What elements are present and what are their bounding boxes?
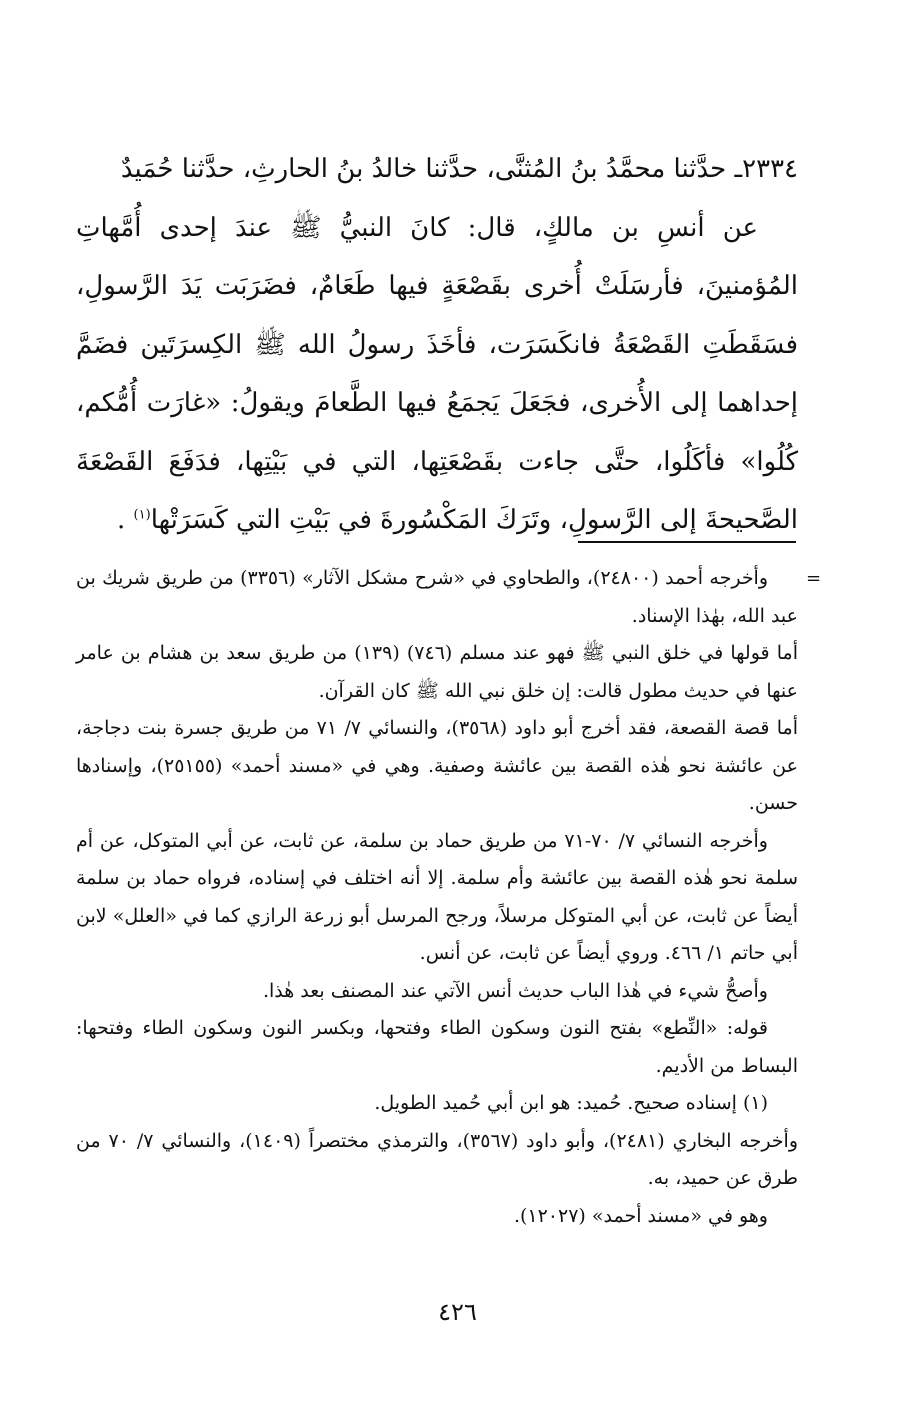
footnote-paragraph: وأصحُّ شيء في هٰذا الباب حديث أنس الآتي عند المصنف بعد هٰذا. [262,979,768,1002]
end-punctuation: . [117,505,126,535]
hadith-text [76,140,798,550]
footnote-marker[interactable]: (١) [133,507,151,523]
footnote-paragraph: أما قولها في خلق النبي ﷺ فهو عند مسلم (٧٤٦) (١٣٩) من طريق سعد بن هشام بن عامر عنها في حديث مطول قالت: إن خلق نبي الله ﷺ كان القرآن. [76,642,798,702]
footnote-paragraph: قوله: «النِّطع» بفتح النون وسكون الطاء وفتحها، وبكسر النون وسكون الطاء وفتحها: البساط من الأديم. [76,1017,798,1077]
footnote-paragraph: (١) إسناده صحيح. حُميد: هو ابن أبي حُميد الطويل. [374,1092,768,1114]
footnote-paragraph: وأخرجه أحمد (٢٤٨٠٠)، والطحاوي في «شرح مشكل الآثار» (٣٣٥٦) من طريق شريك بن عبد الله، بهٰذا الإسناد. [76,567,798,627]
footnote-paragraph: أما قصة القصعة، فقد أخرج أبو داود (٣٥٦٨)، والنسائي ٧/ ٧١ من طريق جسرة بنت دجاجة، عن عائشة نحو هٰذه القصة بين عائشة وصفية. وهي في «مسند أحمد» (٢٥١٥٥)، وإسنادها حسن. [76,717,798,814]
footnote-paragraph: وأخرجه النسائي ٧/ ٧٠-٧١ من طريق حماد بن سلمة، عن ثابت، عن أبي المتوكل، عن أم سلمة نحو هٰذه القصة بين عائشة وأم سلمة. إلا أنه اختلف في إسناده، فرواه حماد بن سلمة أيضاً عن ثابت، عن أبي المتوكل مرسلاً، ورجح المرسل أبو زرعة الرازي كما في «العلل» لابن أبي حاتم ١/ ٤٦٦. وروي أيضاً عن ثابت، عن أنس. [76,829,798,964]
footnote-paragraph: وأخرجه البخاري (٢٤٨١)، وأبو داود (٣٥٦٧)، والترمذي مختصراً (١٤٠٩)، والنسائي ٧/ ٧٠ من طرق عن حميد، به. [76,1129,798,1189]
hadith-body: عن أنسِ بن مالكٍ، قال: كانَ النبيُّ ﷺ عندَ إحدى أُمَّهاتِ المُؤمنينَ، فأرسَلَتْ أُخرى بقَصْعَةٍ فيها طَعَامٌ، فضَرَبَت يَدَ الرَّسولِ، فسَقَطَتِ القَصْعَةُ فانكَسَرَت، فأخَذَ رسولُ الله ﷺ الكِسرَتَين فضَمَّ إحداهما إلى الأُخرى، فجَعَلَ يَجمَعُ فيها الطَّعامَ ويقولُ: «غارَت أُمُّكم، كُلُوا» فأكَلُوا، حتَّى جاءت بقَصْعَتِها، التي في بَيْتِها، فدَفَعَ القَصْعَةَ الصَّحيحةَ إلى الرَّسولِ، وتَرَكَ المَكْسُورةَ في بَيْتِ التي كَسَرَتْها [76,212,798,535]
continuation-mark: = [806,568,822,589]
page-number: ٤٢٦ [438,1298,477,1326]
hadith-matn [76,199,798,550]
hadith-isnad-line: ٢٣٣٤ـ حدَّثنا محمَّدُ بنُ المُثنَّى، حدَّثنا خالدُ بنُ الحارثِ، حدَّثنا حُمَيدٌ [120,154,798,184]
footnote-paragraph: وهو في «مسند أحمد» (١٢٠٢٧). [513,1204,768,1227]
footnote-separator [578,541,796,543]
footnotes [76,560,798,1235]
